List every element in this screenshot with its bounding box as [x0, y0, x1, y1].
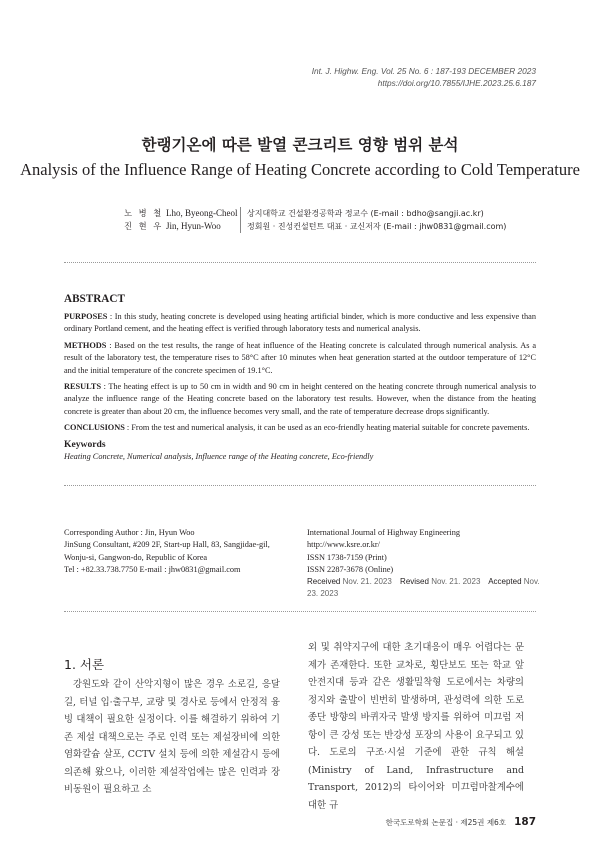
- purposes-text: : In this study, heating concrete is developed using heating artificial binder, which is more conductive and less expensive than ordinary Portland cement, and the heating effect is verified through laboratory tests and numerical analysis.: [64, 312, 536, 334]
- results-label: RESULTS: [64, 382, 102, 391]
- body-text-left-column: 강원도와 같이 산악지형이 많은 경우 소로길, 응달길, 터널 입·출구부, 교량 및 경사로 등에서 안정적 융빙 대책이 필요한 실정이다. 이를 해결하기 위하여 기존 제설 대책으로는 주로 인력 또는 제설장비에 의한 염화칼슘 살포, CCTV 설치 등에 의한 제설감시 등에 의존해 왔으나, 이러한 제설작업에는 많은 인력과 장비동원이 필요하고 소: [64, 679, 280, 795]
- corresponding-author: Corresponding Author : Jin, Hyun Woo: [64, 528, 195, 537]
- methods-text: : Based on the test results, the range of heat influence of the Heating concrete is calculated through numerical analysis. As a result of the laboratory test, the temperature rises to 58°C after 10 minutes when heat generation started at the outdoor temperature of 12°C and the initial temperature of the concrete specimen of 19.1°C.: [64, 341, 536, 375]
- header-doi-link[interactable]: https://doi.org/10.7855/IJHE.2023.25.6.187: [377, 78, 536, 88]
- conclusions-text: : From the test and numerical analysis, it can be used as an eco-friendly heating material suitable for concrete pavements.: [124, 423, 530, 432]
- author-address-line: JinSung Consultant, #209 2F, Start-up Hall, 83, Sangjidae-gil,: [64, 540, 270, 550]
- abstract-purposes: [64, 311, 536, 336]
- abstract-conclusions: [64, 422, 536, 434]
- journal-info-block: [307, 527, 547, 601]
- dotted-divider: [64, 485, 536, 486]
- received-date: Nov. 21. 2023: [342, 577, 392, 587]
- keywords-text: Heating Concrete, Numerical analysis, Influence range of the Heating concrete, Eco-friendly: [64, 452, 374, 461]
- author-affiliation: 상지대학교 건설환경공학과 정교수 (E-mail : bdho@sangji.ac.kr): [247, 209, 484, 218]
- accepted-date: Nov. 23. 2023: [307, 577, 540, 599]
- author-name-korean: 진 현 우: [124, 221, 164, 231]
- revised-date: Nov. 21. 2023: [431, 577, 481, 587]
- correspondence-block: [64, 527, 294, 576]
- section-heading-introduction: 1. 서론: [64, 657, 105, 672]
- author-address-line: Wonju-si, Gangwon-do, Republic of Korea: [64, 552, 208, 562]
- conclusions-label: CONCLUSIONS: [64, 423, 125, 432]
- dotted-divider: [64, 611, 536, 612]
- abstract-methods: [64, 340, 536, 377]
- issn-online: ISSN 2287-3678 (Online): [307, 564, 394, 574]
- abstract-heading: ABSTRACT: [64, 293, 125, 305]
- dotted-divider: [64, 262, 536, 263]
- purposes-label: PURPOSES: [64, 312, 108, 321]
- author-row: [124, 220, 506, 233]
- author-divider: [240, 220, 241, 233]
- author-name-english: Lho, Byeong-Cheol: [166, 208, 238, 218]
- body-text-right-column: 외 및 취약지구에 대한 초기대응이 매우 어렵다는 문제가 존재한다. 또한 교차로, 횡단보도 또는 학교 앞 안전지대 등과 같은 생활밀착형 도로에서는 차량의 정지와 출발이 빈번히 발생하며, 관성력에 의한 도로종단 방향의 바퀴자국 발생 방지를 위하여 미끄럼 저항이 큰 강성 또는 반강성 포장의 사용이 요구되고 있다. 도로의 구조·시설 기준에 관한 규칙 해설(Ministry of Land, Infrastructure and Transport, 2012)의 타이어와 미끄럼마찰계수에 대한 규: [308, 642, 524, 811]
- abstract-results: [64, 381, 536, 418]
- page-number: 187: [514, 816, 536, 828]
- author-contact: Tel : +82.33.738.7750 E-mail : jhw0831@gmail.com: [64, 564, 241, 574]
- journal-name: International Journal of Highway Engineering: [307, 528, 460, 537]
- title-english: Analysis of the Influence Range of Heating Concrete according to Cold Temperature: [20, 160, 580, 179]
- author-block: [124, 207, 506, 233]
- page-footer: [386, 816, 536, 828]
- keywords-heading: Keywords: [64, 439, 106, 450]
- journal-url-link[interactable]: http://www.ksre.or.kr/: [307, 540, 380, 550]
- article-dates: [307, 576, 547, 601]
- author-name-korean: 노 병 철: [124, 208, 164, 218]
- title-korean: 한랭기온에 따른 발열 콘크리트 영향 범위 분석: [141, 136, 459, 154]
- header-citation: Int. J. Highw. Eng. Vol. 25 No. 6 : 187-193 DECEMBER 2023: [311, 66, 536, 76]
- accepted-label: Accepted: [488, 577, 522, 587]
- issn-print: ISSN 1738-7159 (Print): [307, 552, 387, 562]
- author-name-english: Jin, Hyun-Woo: [166, 221, 221, 231]
- footer-journal-name: 한국도로학회 논문집 · 제25권 제6호: [385, 817, 507, 827]
- results-text: : The heating effect is up to 50 cm in width and 90 cm in height centered on the heating concrete through numerical analysis to analyze the influence range of the Heating concrete based on the laboratory test results. However, when the distance from the heating concrete is greater than about 20 cm, the influence becomes very small, and the rate of temperature decrease drops significantly.: [64, 382, 536, 416]
- received-label: Received: [307, 577, 341, 587]
- author-affiliation: 정회원 · 진성컨설턴트 대표 · 교신저자 (E-mail : jhw0831@gmail.com): [247, 222, 507, 231]
- revised-label: Revised: [400, 577, 429, 587]
- author-divider: [240, 207, 241, 220]
- methods-label: METHODS: [64, 341, 107, 350]
- author-row: [124, 207, 506, 220]
